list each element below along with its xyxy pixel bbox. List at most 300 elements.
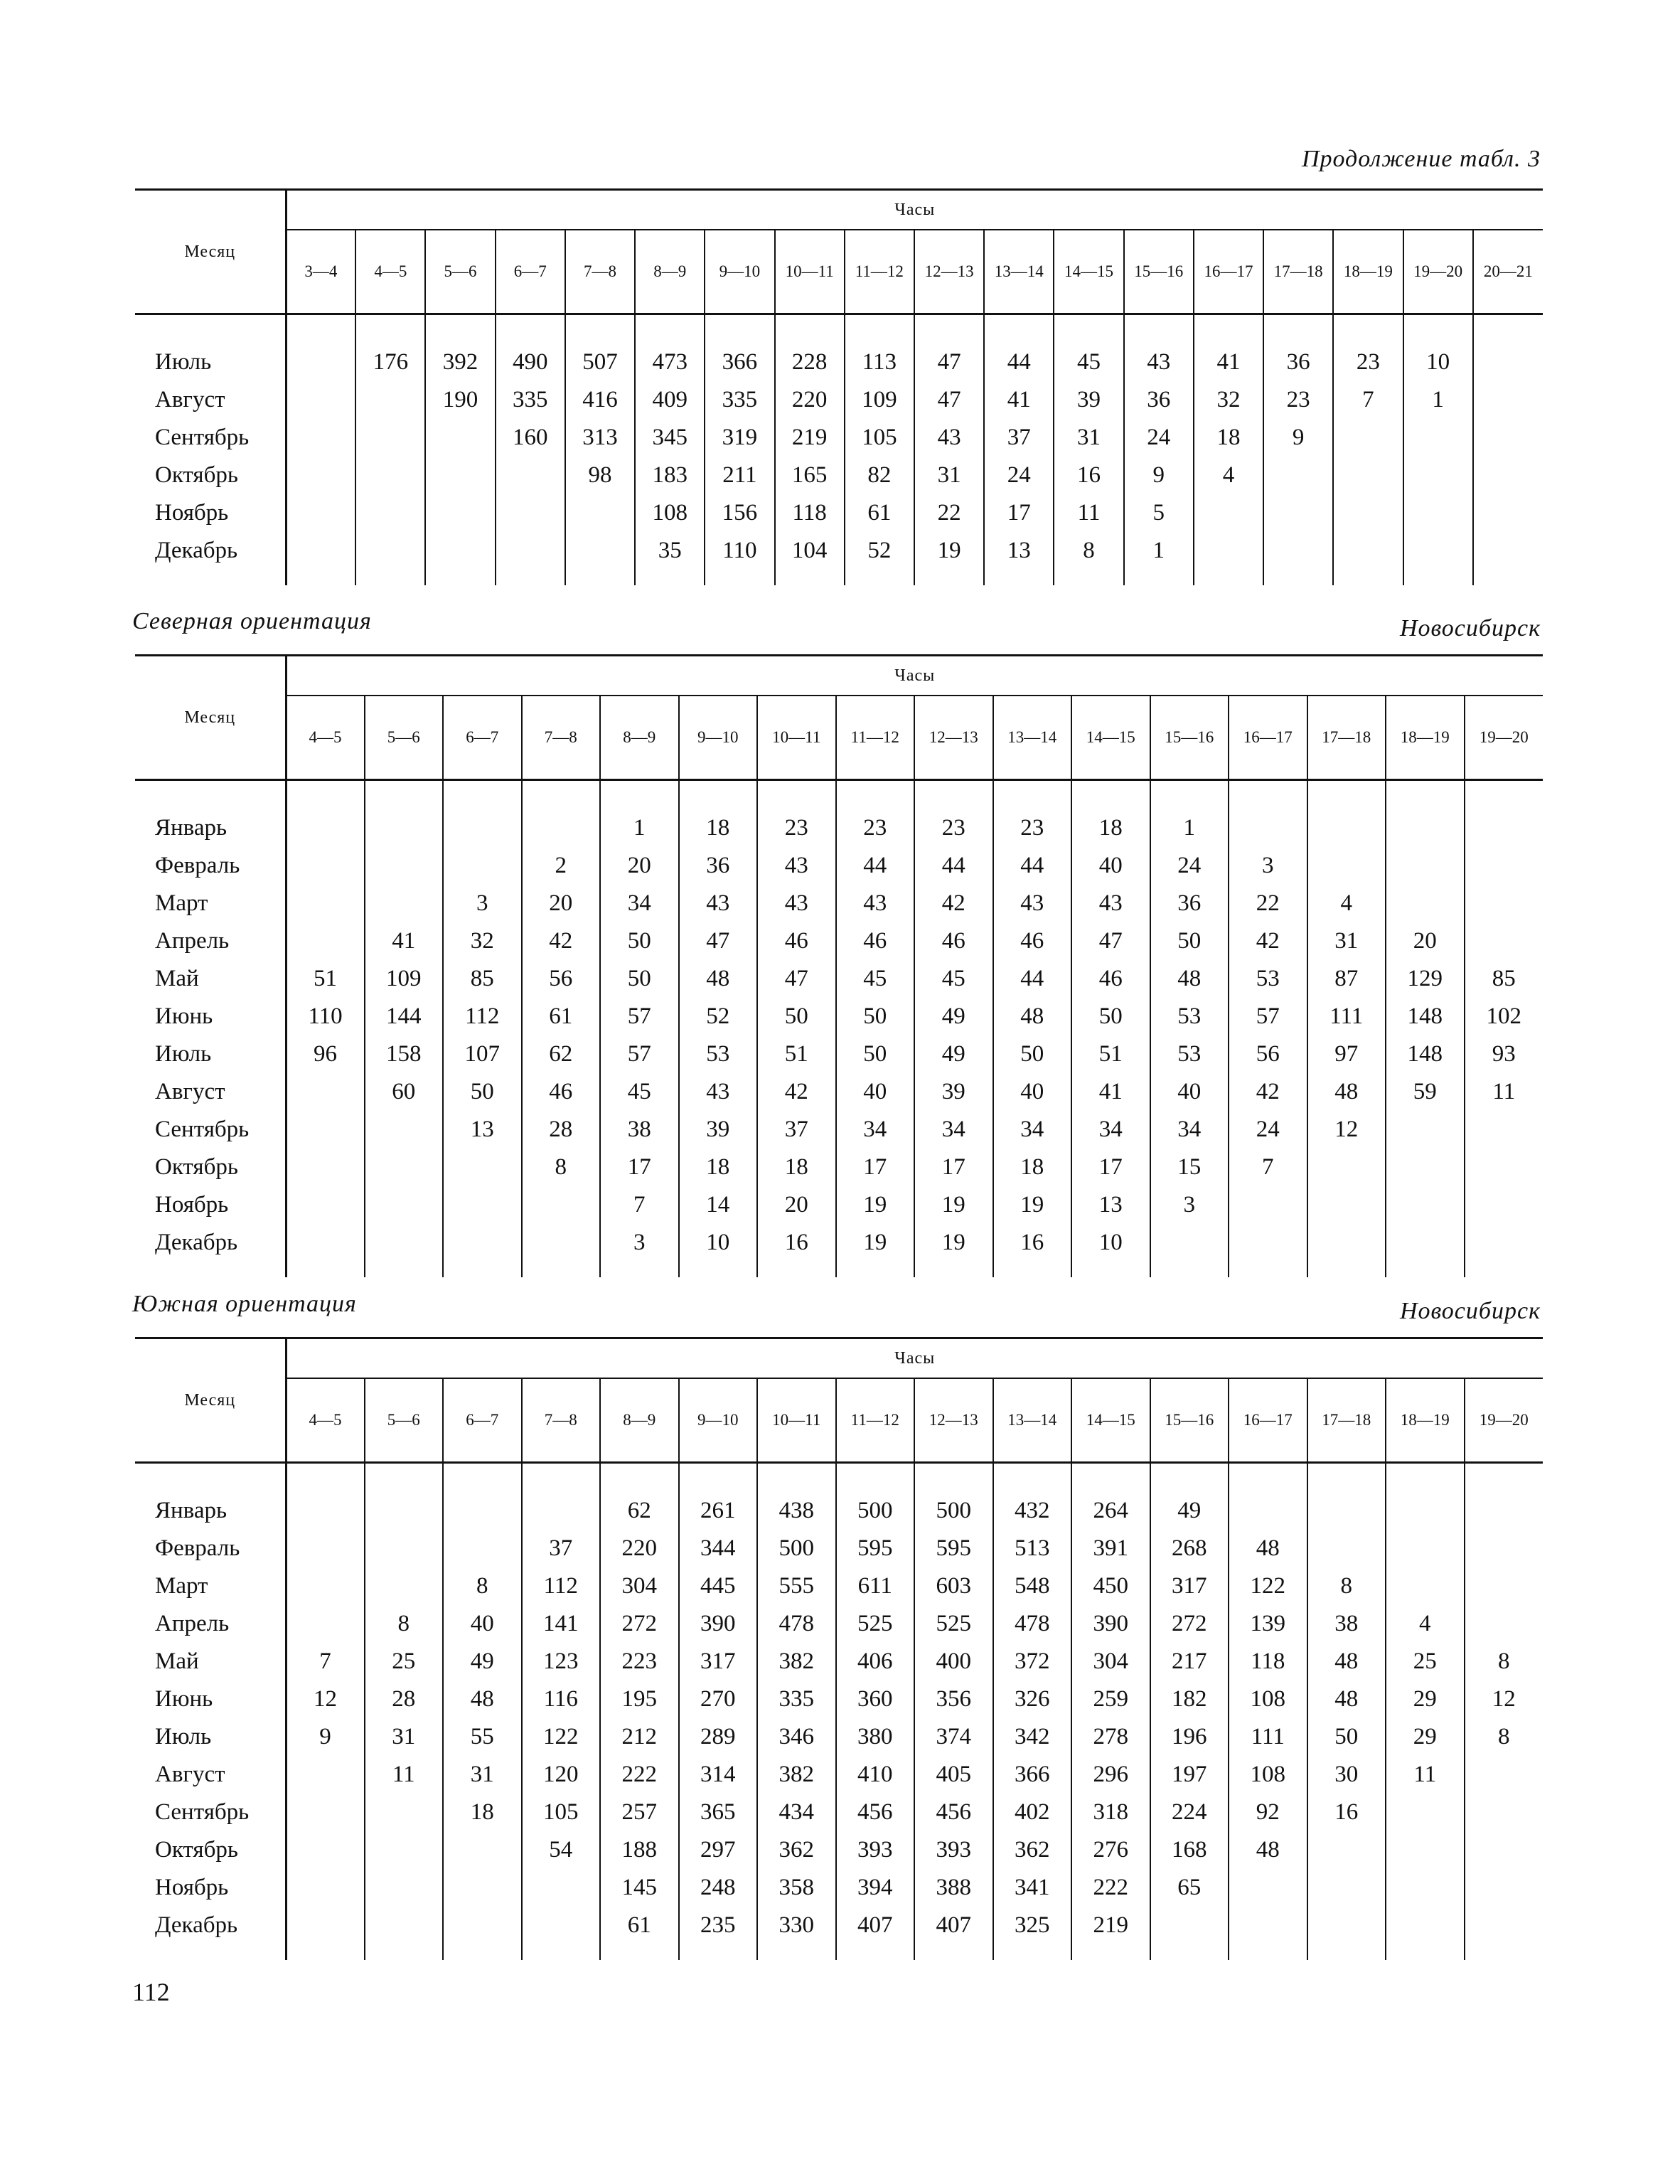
value-cell: 23 (1333, 343, 1403, 381)
value-cell: 108 (1229, 1756, 1307, 1794)
value-cell: 34 (1150, 1111, 1229, 1149)
month-label: Апрель (135, 1605, 286, 1643)
month-label: Январь (135, 809, 286, 847)
month-label: Сентябрь (135, 1794, 286, 1831)
spacer-cell (775, 314, 845, 344)
value-cell: 141 (522, 1605, 601, 1643)
hour-interval-header: 4—5 (286, 696, 365, 780)
table-row (135, 343, 1543, 381)
spacer-cell (135, 780, 286, 810)
value-cell (1333, 457, 1403, 494)
value-cell: 19 (914, 1186, 993, 1224)
value-cell: 43 (679, 1073, 758, 1111)
spacer-cell (705, 570, 774, 585)
value-cell: 111 (1229, 1718, 1307, 1756)
value-cell (286, 1224, 365, 1262)
value-cell: 10 (1071, 1224, 1150, 1262)
value-cell: 8 (1465, 1643, 1543, 1680)
value-cell (425, 494, 495, 532)
value-cell: 358 (757, 1869, 836, 1907)
value-cell: 50 (836, 1035, 915, 1073)
value-cell: 188 (600, 1831, 679, 1869)
value-cell: 46 (914, 922, 993, 960)
value-cell (1465, 1794, 1543, 1831)
value-cell: 48 (1307, 1643, 1386, 1680)
value-cell (1194, 532, 1263, 570)
value-cell: 39 (914, 1073, 993, 1111)
value-cell: 8 (1307, 1567, 1386, 1605)
value-cell: 48 (679, 960, 758, 998)
value-cell: 248 (679, 1869, 758, 1907)
value-cell (365, 1907, 444, 1944)
value-cell: 51 (1071, 1035, 1150, 1073)
spacer-cell (1386, 1944, 1465, 1960)
hour-interval-header: 15—16 (1150, 696, 1229, 780)
value-cell: 13 (1071, 1186, 1150, 1224)
value-cell: 56 (1229, 1035, 1307, 1073)
value-cell: 51 (757, 1035, 836, 1073)
value-cell (286, 532, 355, 570)
value-cell: 37 (984, 419, 1054, 457)
value-cell: 11 (1386, 1756, 1465, 1794)
hour-interval-header: 8—9 (600, 1378, 679, 1463)
hour-interval-header: 16—17 (1229, 1378, 1307, 1463)
table-row (135, 1073, 1543, 1111)
spacer-cell (993, 1463, 1072, 1493)
spacer-cell (1403, 570, 1473, 585)
value-cell (355, 494, 425, 532)
value-cell: 296 (1071, 1756, 1150, 1794)
value-cell: 57 (600, 998, 679, 1035)
hour-interval-header: 19—20 (1465, 1378, 1543, 1463)
value-cell: 525 (914, 1605, 993, 1643)
value-cell: 261 (679, 1492, 758, 1530)
value-cell: 46 (522, 1073, 601, 1111)
value-cell (425, 419, 495, 457)
month-label: Август (135, 1756, 286, 1794)
value-cell: 17 (1071, 1149, 1150, 1186)
value-cell: 46 (993, 922, 1072, 960)
spacer-cell (1403, 314, 1473, 344)
table-row (135, 1794, 1543, 1831)
value-cell: 24 (984, 457, 1054, 494)
value-cell: 9 (1263, 419, 1333, 457)
value-cell: 122 (522, 1718, 601, 1756)
section-1-title-right: Продолжение табл. 3 (1301, 146, 1541, 172)
value-cell: 50 (993, 1035, 1072, 1073)
value-cell (522, 809, 601, 847)
spacer-cell (836, 780, 915, 810)
value-cell (1473, 381, 1543, 419)
value-cell: 28 (365, 1680, 444, 1718)
spacer-cell (1473, 570, 1543, 585)
value-cell: 60 (365, 1073, 444, 1111)
hour-interval-header: 7—8 (522, 1378, 601, 1463)
value-cell: 372 (993, 1643, 1072, 1680)
table-row (135, 1718, 1543, 1756)
hour-interval-header: 19—20 (1403, 230, 1473, 314)
spacer-cell (635, 314, 705, 344)
value-cell: 20 (600, 847, 679, 885)
value-cell: 335 (705, 381, 774, 419)
value-cell: 500 (914, 1492, 993, 1530)
value-cell: 17 (984, 494, 1054, 532)
value-cell: 61 (600, 1907, 679, 1944)
value-cell: 10 (1403, 343, 1473, 381)
value-cell: 34 (600, 885, 679, 922)
value-cell: 219 (775, 419, 845, 457)
value-cell: 16 (1054, 457, 1123, 494)
month-label: Декабрь (135, 1907, 286, 1944)
value-cell: 28 (522, 1111, 601, 1149)
hour-interval-header: 13—14 (984, 230, 1054, 314)
value-cell: 356 (914, 1680, 993, 1718)
hour-interval-header: 16—17 (1194, 230, 1263, 314)
value-cell: 603 (914, 1567, 993, 1605)
spacer-cell (1054, 314, 1123, 344)
value-cell: 176 (355, 343, 425, 381)
hour-interval-header: 8—9 (635, 230, 705, 314)
value-cell: 62 (600, 1492, 679, 1530)
spacer-cell (135, 570, 286, 585)
spacer-cell (365, 1262, 444, 1277)
value-cell: 31 (443, 1756, 522, 1794)
value-cell: 183 (635, 457, 705, 494)
value-cell: 500 (757, 1530, 836, 1567)
value-cell: 29 (1386, 1680, 1465, 1718)
value-cell: 2 (522, 847, 601, 885)
value-cell: 8 (443, 1567, 522, 1605)
value-cell: 434 (757, 1794, 836, 1831)
value-cell: 41 (1194, 343, 1263, 381)
value-cell: 44 (984, 343, 1054, 381)
value-cell: 45 (600, 1073, 679, 1111)
value-cell: 38 (1307, 1605, 1386, 1643)
value-cell: 44 (993, 960, 1072, 998)
value-cell: 40 (1071, 847, 1150, 885)
hours-group-header: Часы (286, 190, 1543, 230)
spacer-cell (1465, 1944, 1543, 1960)
spacer-cell (355, 570, 425, 585)
spacer-cell (1307, 1262, 1386, 1277)
value-cell: 108 (635, 494, 705, 532)
spacer-cell (1263, 314, 1333, 344)
spacer-cell (1386, 1262, 1465, 1277)
value-cell: 31 (914, 457, 984, 494)
value-cell (365, 1530, 444, 1567)
value-cell: 490 (496, 343, 565, 381)
value-cell (443, 1224, 522, 1262)
value-cell: 61 (845, 494, 914, 532)
value-cell (365, 1186, 444, 1224)
value-cell (443, 809, 522, 847)
value-cell (1465, 1567, 1543, 1605)
value-cell: 48 (1307, 1073, 1386, 1111)
value-cell (1465, 1492, 1543, 1530)
value-cell: 5 (1124, 494, 1194, 532)
table-row (135, 809, 1543, 847)
spacer-cell (1071, 1944, 1150, 1960)
value-cell (1333, 532, 1403, 570)
value-cell (496, 532, 565, 570)
spacer-cell (600, 780, 679, 810)
value-cell: 17 (836, 1149, 915, 1186)
value-cell: 366 (705, 343, 774, 381)
value-cell: 82 (845, 457, 914, 494)
spacer-cell (355, 314, 425, 344)
spacer-cell (522, 780, 601, 810)
spacer-cell (1307, 780, 1386, 810)
value-cell: 400 (914, 1643, 993, 1680)
value-cell: 160 (496, 419, 565, 457)
value-cell (365, 847, 444, 885)
spacer-cell (1229, 1944, 1307, 1960)
value-cell (425, 457, 495, 494)
table-row (135, 1111, 1543, 1149)
value-cell: 112 (443, 998, 522, 1035)
spacer-cell (1071, 1463, 1150, 1493)
spacer-cell (496, 570, 565, 585)
value-cell: 31 (1054, 419, 1123, 457)
value-cell (1465, 1149, 1543, 1186)
spacer-cell (775, 570, 845, 585)
value-cell: 23 (914, 809, 993, 847)
value-cell: 325 (993, 1907, 1072, 1944)
value-cell: 222 (600, 1756, 679, 1794)
spacer-cell (1054, 570, 1123, 585)
value-cell: 259 (1071, 1680, 1150, 1718)
value-cell (365, 1567, 444, 1605)
hour-interval-header: 17—18 (1263, 230, 1333, 314)
value-cell: 7 (1333, 381, 1403, 419)
spacer-cell (757, 780, 836, 810)
value-cell (1386, 1530, 1465, 1567)
spacer-cell (365, 1944, 444, 1960)
value-cell (286, 1530, 365, 1567)
value-cell: 50 (600, 922, 679, 960)
spacer-cell (443, 1262, 522, 1277)
spacer-cell (1194, 570, 1263, 585)
value-cell: 360 (836, 1680, 915, 1718)
value-cell (1307, 847, 1386, 885)
value-cell: 122 (1229, 1567, 1307, 1605)
value-cell: 23 (993, 809, 1072, 847)
value-cell: 362 (757, 1831, 836, 1869)
hour-interval-header: 16—17 (1229, 696, 1307, 780)
value-cell: 374 (914, 1718, 993, 1756)
table-row (135, 1224, 1543, 1262)
spacer-cell (1386, 780, 1465, 810)
value-cell: 342 (993, 1718, 1072, 1756)
value-cell: 43 (836, 885, 915, 922)
value-cell (1307, 1907, 1386, 1944)
spacer-cell (286, 314, 355, 344)
value-cell: 500 (836, 1492, 915, 1530)
value-cell: 11 (1465, 1073, 1543, 1111)
value-cell: 37 (522, 1530, 601, 1567)
spacer-cell (757, 1463, 836, 1493)
section-2-title-left: Северная ориентация (132, 608, 372, 634)
spacer-cell (135, 314, 286, 344)
value-cell: 36 (1150, 885, 1229, 922)
value-cell: 17 (600, 1149, 679, 1186)
value-cell: 289 (679, 1718, 758, 1756)
value-cell: 222 (1071, 1869, 1150, 1907)
hour-interval-header: 17—18 (1307, 696, 1386, 780)
value-cell (1386, 885, 1465, 922)
value-cell: 110 (286, 998, 365, 1035)
value-cell (1465, 885, 1543, 922)
value-cell (286, 1756, 365, 1794)
value-cell: 19 (914, 532, 984, 570)
value-cell (365, 1224, 444, 1262)
value-cell: 595 (914, 1530, 993, 1567)
value-cell: 297 (679, 1831, 758, 1869)
hour-interval-header: 15—16 (1150, 1378, 1229, 1463)
hours-group-header: Часы (286, 656, 1543, 696)
hour-interval-header: 4—5 (355, 230, 425, 314)
value-cell: 318 (1071, 1794, 1150, 1831)
table-row (135, 1831, 1543, 1869)
hour-interval-header: 6—7 (496, 230, 565, 314)
value-cell: 23 (1263, 381, 1333, 419)
spacer-cell (286, 780, 365, 810)
month-label: Ноябрь (135, 1869, 286, 1907)
month-label: Июль (135, 343, 286, 381)
hour-interval-header: 12—13 (914, 696, 993, 780)
value-cell (355, 419, 425, 457)
section-3-title-right: Новосибирск (1399, 1298, 1541, 1324)
value-cell (1465, 1605, 1543, 1643)
value-cell: 48 (1229, 1831, 1307, 1869)
value-cell: 382 (757, 1643, 836, 1680)
spacer-cell (365, 780, 444, 810)
month-label: Февраль (135, 1530, 286, 1567)
value-cell: 43 (1071, 885, 1150, 922)
value-cell (286, 1794, 365, 1831)
spacer-cell (286, 570, 355, 585)
hour-interval-header: 11—12 (845, 230, 914, 314)
value-cell (1386, 1794, 1465, 1831)
value-cell: 595 (836, 1530, 915, 1567)
value-cell (443, 847, 522, 885)
value-cell (1465, 809, 1543, 847)
value-cell: 3 (443, 885, 522, 922)
value-cell: 7 (1229, 1149, 1307, 1186)
value-cell: 85 (1465, 960, 1543, 998)
value-cell (1403, 494, 1473, 532)
value-cell: 107 (443, 1035, 522, 1073)
value-cell: 268 (1150, 1530, 1229, 1567)
value-cell: 97 (1307, 1035, 1386, 1073)
spacer-cell (845, 314, 914, 344)
value-cell: 34 (836, 1111, 915, 1149)
value-cell (355, 532, 425, 570)
value-cell (355, 381, 425, 419)
hour-interval-header: 13—14 (993, 696, 1072, 780)
value-cell (522, 1869, 601, 1907)
value-cell: 3 (1229, 847, 1307, 885)
spacer-cell (993, 780, 1072, 810)
spacer-cell (1465, 1262, 1543, 1277)
value-cell: 220 (775, 381, 845, 419)
value-cell: 145 (600, 1869, 679, 1907)
value-cell: 13 (443, 1111, 522, 1149)
table-row (135, 1680, 1543, 1718)
hour-interval-header: 10—11 (757, 1378, 836, 1463)
month-label: Июль (135, 1035, 286, 1073)
value-cell (1307, 809, 1386, 847)
value-cell: 23 (836, 809, 915, 847)
month-label: Июнь (135, 998, 286, 1035)
value-cell: 43 (679, 885, 758, 922)
value-cell: 34 (1071, 1111, 1150, 1149)
value-cell: 272 (600, 1605, 679, 1643)
value-cell: 49 (914, 1035, 993, 1073)
spacer-cell (1263, 570, 1333, 585)
value-cell: 148 (1386, 998, 1465, 1035)
value-cell: 43 (1124, 343, 1194, 381)
value-cell (1307, 1530, 1386, 1567)
value-cell (1473, 494, 1543, 532)
value-cell (496, 457, 565, 494)
value-cell: 46 (1071, 960, 1150, 998)
value-cell: 18 (993, 1149, 1072, 1186)
value-cell: 611 (836, 1567, 915, 1605)
spacer-cell (984, 314, 1054, 344)
spacer-cell (679, 1463, 758, 1493)
value-cell: 16 (993, 1224, 1072, 1262)
value-cell: 62 (522, 1035, 601, 1073)
spacer-cell (1229, 1463, 1307, 1493)
value-cell: 34 (914, 1111, 993, 1149)
spacer-cell (135, 1262, 286, 1277)
value-cell (565, 532, 635, 570)
value-cell (286, 343, 355, 381)
value-cell: 50 (1071, 998, 1150, 1035)
value-cell: 96 (286, 1035, 365, 1073)
spacer-cell (993, 1262, 1072, 1277)
value-cell: 224 (1150, 1794, 1229, 1831)
value-cell: 445 (679, 1567, 758, 1605)
value-cell: 304 (600, 1567, 679, 1605)
value-cell: 48 (1150, 960, 1229, 998)
value-cell: 22 (914, 494, 984, 532)
value-cell: 438 (757, 1492, 836, 1530)
value-cell: 197 (1150, 1756, 1229, 1794)
value-cell: 362 (993, 1831, 1072, 1869)
value-cell: 51 (286, 960, 365, 998)
value-cell (286, 1492, 365, 1530)
value-cell (1403, 532, 1473, 570)
spacer-cell (845, 570, 914, 585)
value-cell (1150, 1224, 1229, 1262)
value-cell: 317 (679, 1643, 758, 1680)
spacer-cell (522, 1463, 601, 1493)
value-cell (443, 1149, 522, 1186)
table-row (135, 998, 1543, 1035)
value-cell (286, 1907, 365, 1944)
value-cell (286, 809, 365, 847)
spacer-cell (914, 1262, 993, 1277)
value-cell: 380 (836, 1718, 915, 1756)
value-cell (1386, 1111, 1465, 1149)
value-cell: 219 (1071, 1907, 1150, 1944)
value-cell: 111 (1307, 998, 1386, 1035)
spacer-cell (1150, 1463, 1229, 1493)
value-cell: 105 (845, 419, 914, 457)
value-cell: 120 (522, 1756, 601, 1794)
